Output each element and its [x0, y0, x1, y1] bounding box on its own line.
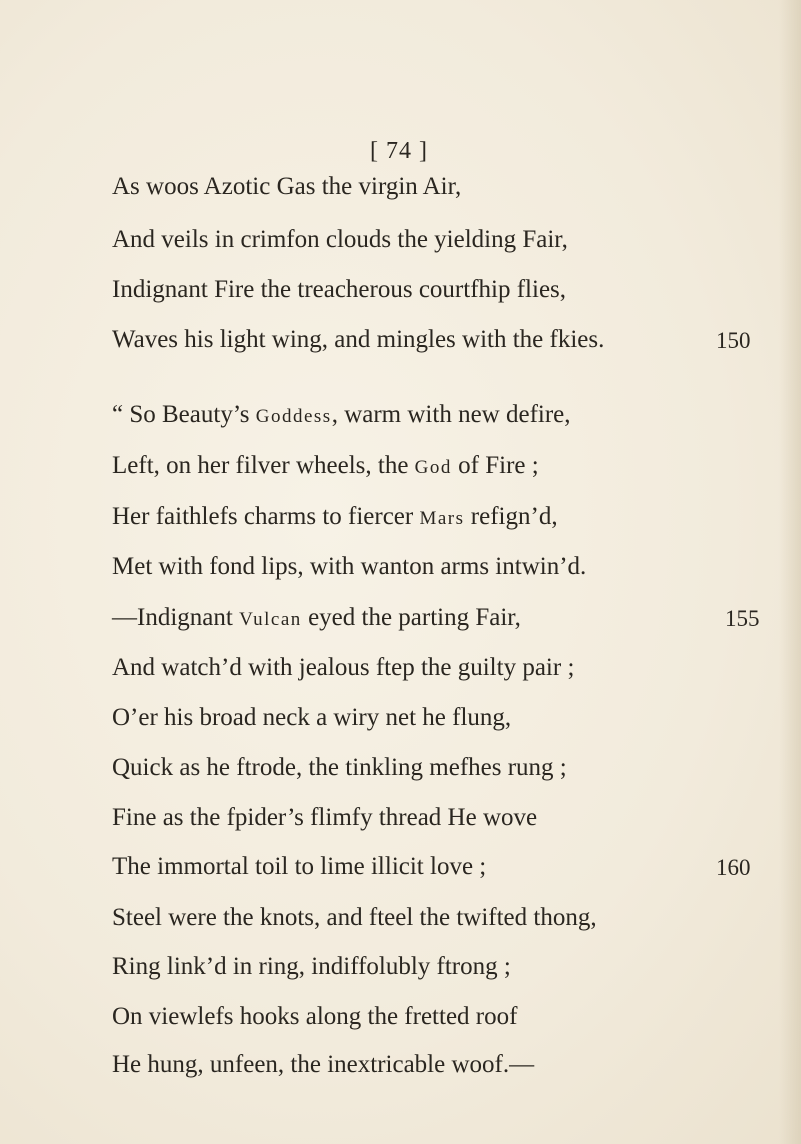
- verse-line: He hung, unfeen, the inextricable woof.—: [112, 1051, 535, 1078]
- verse-line: Quick as he ftrode, the tinkling mefhes rung ;: [112, 754, 567, 781]
- verse-line: Her faithlefs charms to fiercer Mars refign’d,: [112, 503, 558, 530]
- line-number-155: 155: [725, 606, 760, 631]
- verse-line: Met with fond lips, with wanton arms intwin’d.: [112, 553, 587, 580]
- verse-line: “ So Beauty’s Goddess, warm with new defire,: [112, 401, 571, 428]
- page-number: [ 74 ]: [370, 138, 428, 164]
- verse-line: As woos Azotic Gas the virgin Air,: [112, 173, 462, 200]
- page-edge-shadow: [779, 0, 801, 1144]
- verse-line: Left, on her filver wheels, the God of Fire ;: [112, 452, 539, 479]
- small-caps-word: Vulcan: [239, 609, 302, 630]
- line-number-150: 150: [716, 328, 751, 353]
- line-number-160: 160: [716, 855, 751, 880]
- verse-line: —Indignant Vulcan eyed the parting Fair,: [112, 604, 521, 631]
- verse-line: The immortal toil to lime illicit love ;: [112, 853, 487, 880]
- small-caps-word: Goddess: [255, 406, 332, 427]
- verse-line: And watch’d with jealous ftep the guilty pair ;: [112, 654, 575, 681]
- verse-line: Ring link’d in ring, indiffolubly ftrong ;: [112, 953, 511, 980]
- small-caps-word: God: [414, 457, 452, 478]
- verse-line: Steel were the knots, and fteel the twifted thong,: [112, 904, 597, 931]
- verse-line: On viewlefs hooks along the fretted roof: [112, 1003, 518, 1030]
- verse-line: O’er his broad neck a wiry net he flung,: [112, 704, 512, 731]
- verse-line: And veils in crimfon clouds the yielding Fair,: [112, 226, 568, 253]
- verse-line: Indignant Fire the treacherous courtfhip flies,: [112, 276, 567, 303]
- small-caps-word: Mars: [419, 508, 465, 529]
- verse-line: Waves his light wing, and mingles with the fkies.: [112, 326, 605, 353]
- verse-line: Fine as the fpider’s flimfy thread He wove: [112, 804, 538, 831]
